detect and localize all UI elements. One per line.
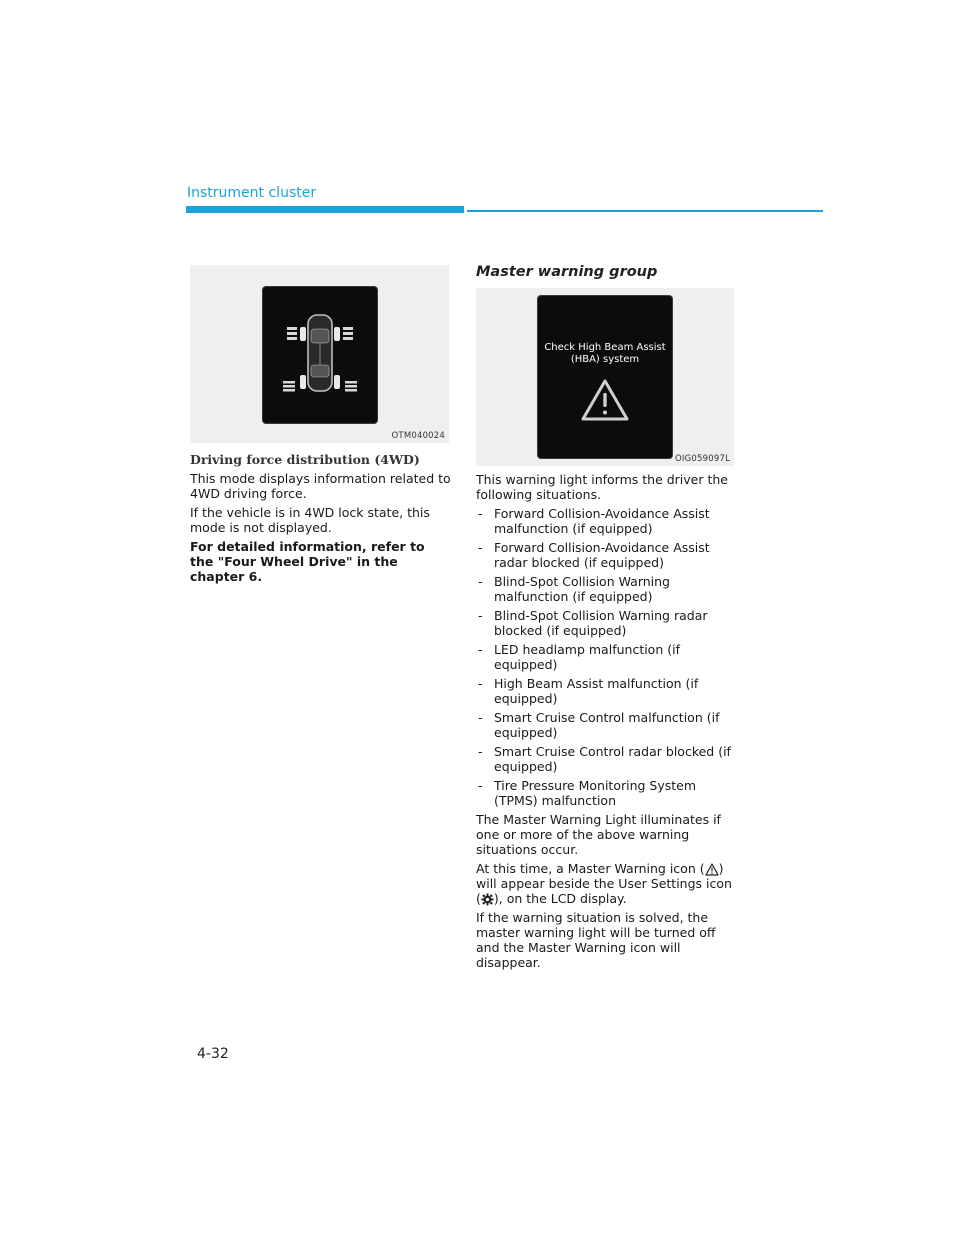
lcd-message — [538, 342, 672, 366]
car-4wd-icon — [275, 305, 365, 405]
header-accent-bar — [186, 206, 464, 213]
lcd-screen — [263, 287, 377, 423]
master-warning-icon — [705, 863, 719, 876]
header-title: Instrument cluster — [187, 185, 317, 201]
text-fragment: At this time, a Master Warning icon ( — [476, 861, 705, 876]
page-number: 4-32 — [197, 1046, 229, 1062]
figure-master-warning — [476, 288, 734, 466]
header-rule — [467, 210, 823, 212]
section-title: Master warning group — [476, 264, 658, 280]
list-item: - High Beam Assist malfunction (if equipped) — [476, 676, 738, 706]
subheading-4wd: Driving force distribution (4WD) — [190, 452, 420, 467]
warning-list — [476, 506, 738, 808]
list-item: - Tire Pressure Monitoring System (TPMS) malfunction — [476, 778, 738, 808]
lcd-screen — [538, 296, 672, 458]
list-item: - Smart Cruise Control radar blocked (if equipped) — [476, 744, 738, 774]
list-item: - Smart Cruise Control malfunction (if equipped) — [476, 710, 738, 740]
list-item: - Forward Collision-Avoidance Assist malfunction (if equipped) — [476, 506, 738, 536]
figure-code: OTM040024 — [391, 431, 445, 441]
text-fragment: ), on the LCD display. — [493, 891, 627, 906]
warning-triangle-icon — [580, 378, 630, 422]
list-item: - Blind-Spot Collision Warning malfunction (if equipped) — [476, 574, 738, 604]
list-item: - Blind-Spot Collision Warning radar blocked (if equipped) — [476, 608, 738, 638]
gear-icon — [481, 893, 494, 906]
list-item: - LED headlamp malfunction (if equipped) — [476, 642, 738, 672]
right-column — [476, 472, 738, 974]
intro-paragraph: This warning light informs the driver the following situations. — [476, 472, 728, 502]
paragraph: If the vehicle is in 4WD lock state, this mode is not displayed. — [190, 505, 430, 535]
paragraph: If the warning situation is solved, the master warning light will be turned off and the Master Warning icon will disappear. — [476, 910, 716, 970]
paragraph: This mode displays information related to 4WD driving force. — [190, 471, 451, 501]
figure-4wd-display — [190, 265, 449, 443]
figure-code: OIG059097L — [675, 454, 730, 464]
icon-paragraph — [476, 861, 738, 906]
text-fragment: ) will appear beside the User Settings icon ( — [476, 861, 732, 906]
reference-note: For detailed information, refer to the "Four Wheel Drive" in the chapter 6. — [190, 539, 425, 584]
list-item: - Forward Collision-Avoidance Assist radar blocked (if equipped) — [476, 540, 738, 570]
left-column — [190, 452, 452, 588]
lcd-message-line: (HBA) system — [570, 354, 640, 365]
paragraph: The Master Warning Light illuminates if one or more of the above warning situations occur. — [476, 812, 721, 857]
lcd-message-line: Check High Beam Assist — [544, 342, 666, 353]
